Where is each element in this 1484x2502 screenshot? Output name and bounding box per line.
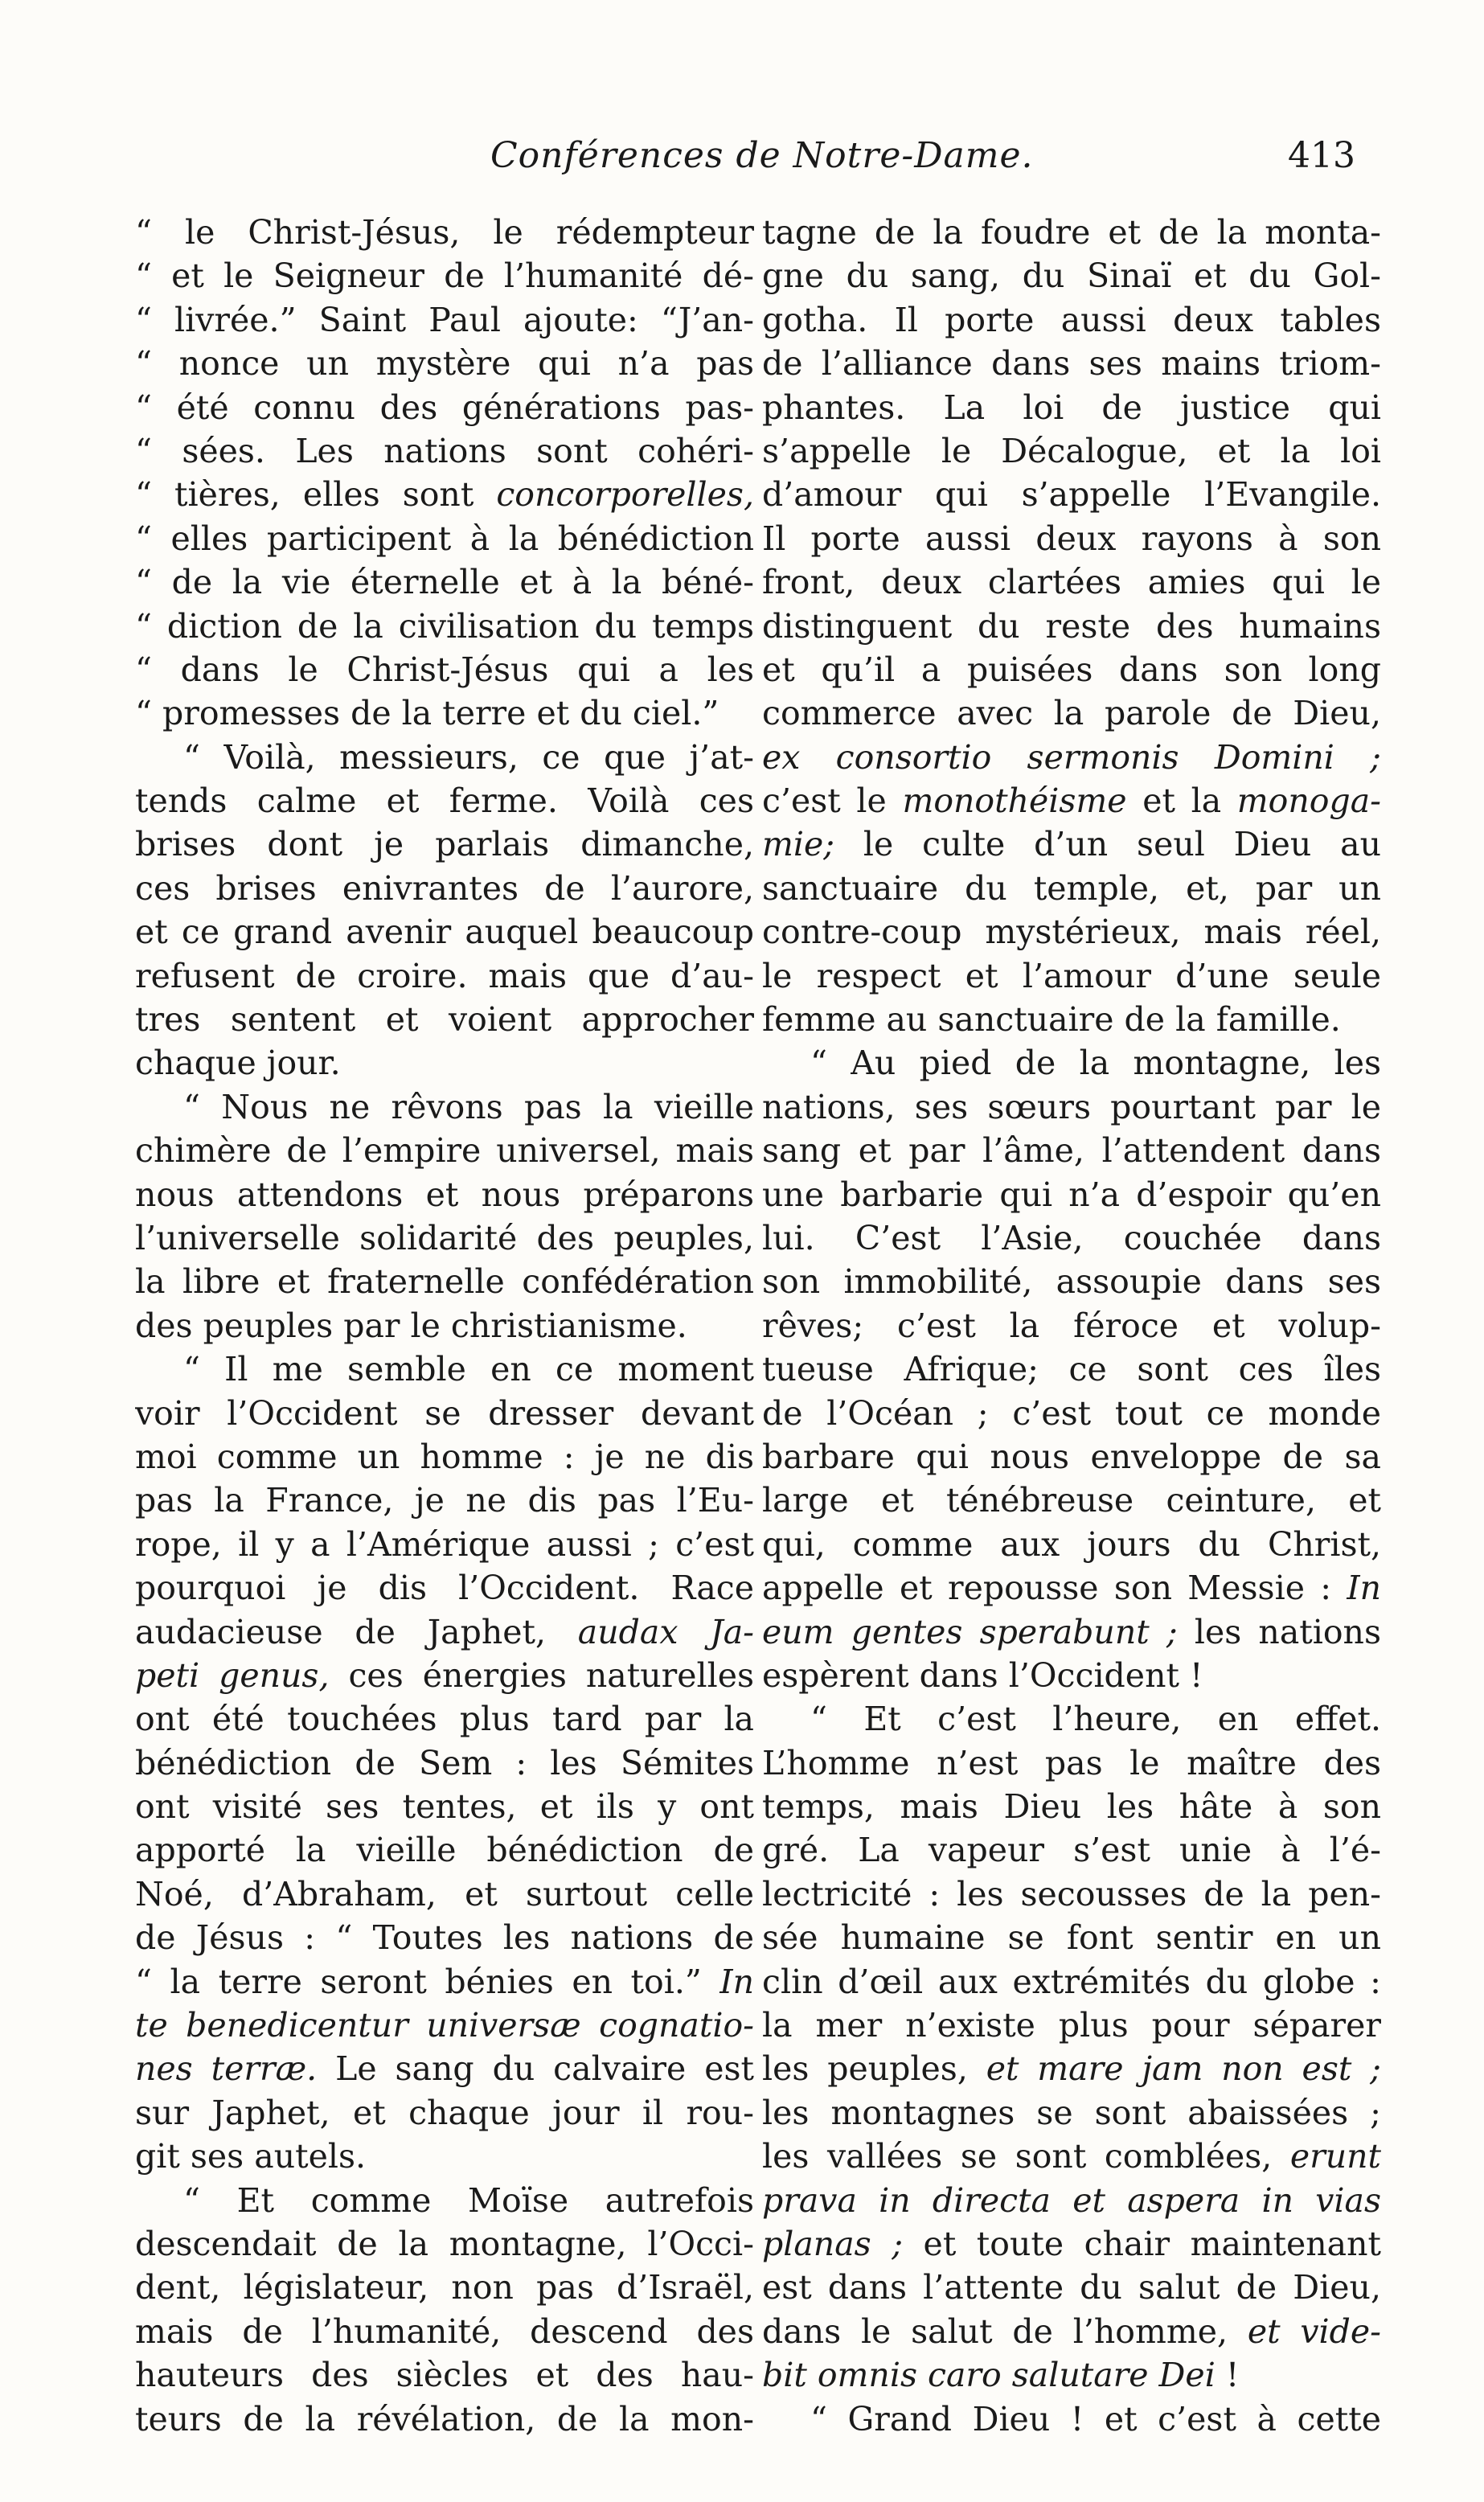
italic-latin-text: bit omnis caro salutare Dei — [762, 2356, 1215, 2395]
text-line — [135, 211, 754, 254]
line-text: l’universelle solidarité des peuples, — [135, 1218, 754, 1257]
text-line — [135, 2266, 754, 2309]
line-text: “ le Christ-Jésus, le rédempteur — [135, 213, 754, 252]
text-line — [762, 1741, 1381, 1785]
line-text: qui, comme aux jours du Christ, — [762, 1524, 1381, 1564]
text-line — [762, 1785, 1381, 1828]
line-text: tueuse Afrique; ce sont ces îles — [762, 1350, 1381, 1389]
text-line — [135, 386, 754, 429]
text-line — [762, 822, 1381, 866]
line-text: “ Nous ne rêvons pas la vieille — [183, 1087, 754, 1126]
italic-latin-text: et vide- — [1247, 2311, 1381, 2351]
text-line — [762, 2047, 1381, 2090]
line-text: phantes. La loi de justice qui — [762, 388, 1381, 427]
line-text: la libre et fraternelle confédération — [135, 1262, 754, 1302]
line-text: de Jésus : “ Toutes les nations de — [135, 1918, 754, 1958]
italic-latin-text: audax Ja- — [577, 1612, 754, 1651]
text-line — [762, 691, 1381, 735]
text-line — [762, 1435, 1381, 1479]
line-text: brises dont je parlais dimanche, — [135, 825, 754, 864]
text-line — [135, 2179, 754, 2222]
text-line — [762, 386, 1381, 429]
text-line — [135, 1610, 754, 1654]
line-text: d’amour qui s’appelle l’Evangile. — [762, 475, 1381, 515]
text-line — [135, 736, 754, 779]
line-text: sang et par l’âme, l’attendent dans — [762, 1131, 1381, 1171]
line-text: barbare qui nous enveloppe de sa — [762, 1437, 1381, 1476]
text-line — [135, 867, 754, 910]
text-line — [135, 1785, 754, 1828]
text-line — [762, 1392, 1381, 1435]
italic-latin-text: eum gentes sperabunt ; — [762, 1612, 1178, 1651]
text-line — [135, 648, 754, 691]
running-title: Conférences de Notre-Dame. — [490, 135, 1034, 176]
line-text: “ Au pied de la montagne, les — [810, 1044, 1381, 1083]
text-line — [762, 2266, 1381, 2309]
line-text: “ de la vie éternelle et à la béné- — [135, 563, 754, 602]
text-line — [762, 1129, 1381, 1172]
text-line — [135, 1960, 754, 2004]
text-line — [135, 1916, 754, 1959]
text-line — [762, 736, 1381, 779]
text-line — [135, 2222, 754, 2266]
line-text: contre-coup mystérieux, mais réel, — [762, 913, 1381, 952]
line-text: ! — [1215, 2356, 1240, 2395]
text-line — [762, 2179, 1381, 2222]
line-text: espèrent dans l’Occident ! — [762, 1655, 1203, 1695]
line-text: le respect et l’amour d’une seule — [762, 956, 1381, 995]
italic-latin-text: ex consortio sermonis Domini ; — [762, 737, 1381, 777]
text-line — [135, 1216, 754, 1260]
text-line — [762, 2310, 1381, 2353]
text-line — [135, 1435, 754, 1479]
line-text: git ses autels. — [135, 2137, 367, 2176]
text-line — [135, 254, 754, 297]
italic-latin-text: In — [719, 1962, 754, 2001]
text-line — [762, 910, 1381, 954]
text-line — [762, 1828, 1381, 1872]
italic-latin-text: prava in directa et aspera in vias — [762, 2180, 1381, 2220]
line-text: refusent de croire. mais que d’au- — [135, 956, 754, 995]
line-text: de l’Océan ; c’est tout ce monde — [762, 1393, 1381, 1433]
line-text: mais de l’humanité, descend des — [135, 2311, 754, 2351]
text-line — [762, 298, 1381, 342]
text-line — [135, 2091, 754, 2135]
line-text: une barbarie qui n’a d’espoir qu’en — [762, 1175, 1381, 1214]
italic-latin-text: nes terræ. — [135, 2049, 318, 2089]
line-text: “ nonce un mystère qui n’a pas — [135, 344, 754, 384]
line-text: “ été connu des générations pas- — [135, 388, 754, 427]
line-text: est dans l’attente du salut de Dieu, — [762, 2268, 1381, 2307]
line-text: les peuples, — [762, 2049, 986, 2089]
line-text: “ Il me semble en ce moment — [183, 1350, 754, 1389]
text-line — [762, 2353, 1381, 2397]
text-line — [135, 779, 754, 822]
text-line — [762, 342, 1381, 385]
text-line — [762, 517, 1381, 560]
line-text: tends calme et ferme. Voilà ces — [135, 781, 754, 821]
left-text-column — [135, 211, 754, 2441]
line-text: de l’alliance dans ses mains triom- — [762, 344, 1381, 384]
text-line — [135, 1741, 754, 1785]
text-line — [762, 1085, 1381, 1129]
line-text: son immobilité, assoupie dans ses — [762, 1262, 1381, 1302]
text-line — [762, 1260, 1381, 1303]
line-text: Noé, d’Abraham, et surtout celle — [135, 1874, 754, 1913]
line-text: “ dans le Christ-Jésus qui a les — [135, 650, 754, 689]
text-line — [135, 1304, 754, 1347]
line-text: lui. C’est l’Asie, couchée dans — [762, 1218, 1381, 1257]
text-line — [135, 1260, 754, 1303]
line-text: L’homme n’est pas le maître des — [762, 1743, 1381, 1782]
text-line — [135, 2135, 754, 2178]
text-line — [135, 1654, 754, 1697]
line-text: gotha. Il porte aussi deux tables — [762, 300, 1381, 339]
text-line — [135, 691, 754, 735]
line-text: “ Et c’est l’heure, en effet. — [810, 1700, 1381, 1739]
text-line — [135, 517, 754, 560]
line-text: “ elles participent à la bénédiction — [135, 519, 754, 558]
text-line — [762, 1872, 1381, 1916]
text-line — [135, 2397, 754, 2441]
text-line — [762, 254, 1381, 297]
line-text: “ diction de la civilisation du temps — [135, 606, 754, 646]
text-line — [135, 2047, 754, 2090]
italic-latin-text: mie; — [762, 825, 835, 864]
text-line — [135, 1872, 754, 1916]
text-line — [762, 560, 1381, 604]
line-text: audacieuse de Japhet, — [135, 1612, 578, 1651]
text-line — [762, 1216, 1381, 1260]
line-text: bénédiction de Sem : les Sémites — [135, 1743, 754, 1782]
line-text: appelle et repousse son Messie : — [762, 1569, 1347, 1608]
line-text: moi comme un homme : je ne dis — [135, 1437, 754, 1476]
line-text: c’est le — [762, 781, 903, 821]
italic-latin-text: erunt — [1289, 2137, 1381, 2176]
text-line — [135, 1479, 754, 1522]
line-text: “ livrée.” Saint Paul ajoute: “J’an- — [135, 300, 754, 339]
text-line — [135, 298, 754, 342]
line-text: Le sang du calvaire est — [317, 2049, 754, 2089]
line-text: Il porte aussi deux rayons à son — [762, 519, 1381, 558]
line-text: s’appelle le Décalogue, et la loi — [762, 431, 1381, 470]
text-line — [762, 2222, 1381, 2266]
line-text: la mer n’existe plus pour séparer — [762, 2006, 1381, 2045]
italic-latin-text: peti genus, — [135, 1655, 330, 1695]
text-line — [135, 1347, 754, 1391]
text-line — [135, 1697, 754, 1741]
line-text: tres sentent et voient approcher — [135, 1000, 754, 1040]
text-line — [762, 2004, 1381, 2047]
line-text: “ Et comme Moïse autrefois — [183, 2180, 754, 2220]
text-line — [135, 342, 754, 385]
text-line — [135, 910, 754, 954]
text-line — [135, 998, 754, 1041]
line-text: chaque jour. — [135, 1044, 341, 1083]
line-text: gré. La vapeur s’est unie à l’é- — [762, 1831, 1381, 1870]
italic-latin-text: te benedicentur universæ cognatio- — [135, 2006, 754, 2045]
line-text: les montagnes se sont abaissées ; — [762, 2093, 1381, 2132]
text-line — [135, 1129, 754, 1172]
line-text: front, deux clartées amies qui le — [762, 563, 1381, 602]
text-line — [135, 1173, 754, 1216]
text-line — [135, 1392, 754, 1435]
italic-latin-text: concorporelles, — [496, 475, 754, 515]
line-text: nations, ses sœurs pourtant par le — [762, 1087, 1381, 1126]
line-text: dent, législateur, non pas d’Israël, — [135, 2268, 754, 2307]
line-text: “ Grand Dieu ! et c’est à cette — [810, 2399, 1381, 2438]
line-text: et qu’il a puisées dans son long — [762, 650, 1381, 689]
line-text: femme au sanctuaire de la famille. — [762, 1000, 1341, 1040]
line-text: et toute chair maintenant — [903, 2224, 1381, 2263]
line-text: tagne de la foudre et de la monta- — [762, 213, 1381, 252]
text-line — [762, 1041, 1381, 1085]
text-line — [135, 954, 754, 998]
text-line — [762, 1523, 1381, 1566]
line-text: sanctuaire du temple, et, par un — [762, 868, 1381, 908]
text-line — [762, 605, 1381, 648]
line-text: large et ténébreuse ceinture, et — [762, 1481, 1381, 1520]
text-line — [135, 822, 754, 866]
italic-latin-text: planas ; — [762, 2224, 904, 2263]
text-line — [762, 2397, 1381, 2441]
line-text: ont été touchées plus tard par la — [135, 1700, 754, 1739]
line-text: les vallées se sont comblées, — [762, 2137, 1290, 2176]
text-line — [762, 779, 1381, 822]
text-line — [135, 1566, 754, 1610]
text-line — [762, 1173, 1381, 1216]
line-text: sur Japhet, et chaque jour il rou- — [135, 2093, 754, 2132]
line-text: distinguent du reste des humains — [762, 606, 1381, 646]
page-number: 413 — [1288, 135, 1355, 176]
italic-latin-text: et mare jam non est ; — [986, 2049, 1381, 2089]
italic-latin-text: monothéisme — [902, 781, 1127, 821]
line-text: clin d’œil aux extrémités du globe : — [762, 1962, 1381, 2001]
text-line — [762, 429, 1381, 473]
italic-latin-text: monoga- — [1236, 781, 1381, 821]
line-text: temps, mais Dieu les hâte à son — [762, 1787, 1381, 1827]
line-text: “ promesses de la terre et du ciel.” — [135, 694, 719, 733]
line-text: descendait de la montagne, l’Occi- — [135, 2224, 754, 2263]
line-text: et la — [1126, 781, 1237, 821]
line-text: lectricité : les secousses de la pen- — [762, 1874, 1381, 1913]
line-text: ont visité ses tentes, et ils y ont — [135, 1787, 754, 1827]
line-text: pourquoi je dis l’Occident. Race — [135, 1569, 754, 1608]
line-text: teurs de la révélation, de la mon- — [135, 2399, 754, 2438]
line-text: pas la France, je ne dis pas l’Eu- — [135, 1481, 754, 1520]
line-text: nous attendons et nous préparons — [135, 1175, 754, 1214]
text-line — [762, 2091, 1381, 2135]
text-line — [762, 211, 1381, 254]
text-line — [135, 429, 754, 473]
text-line — [762, 1916, 1381, 1959]
line-text: hauteurs des siècles et des hau- — [135, 2356, 754, 2395]
text-line — [135, 2353, 754, 2397]
text-line — [762, 1347, 1381, 1391]
text-line — [762, 1479, 1381, 1522]
text-line — [135, 473, 754, 516]
line-text: “ tières, elles sont — [135, 475, 497, 515]
text-line — [762, 648, 1381, 691]
line-text: “ sées. Les nations sont cohéri- — [135, 431, 754, 470]
line-text: ces brises enivrantes de l’aurore, — [135, 868, 754, 908]
line-text: ces énergies naturelles — [329, 1655, 754, 1695]
text-line — [762, 473, 1381, 516]
line-text: sée humaine se font sentir en un — [762, 1918, 1381, 1958]
text-line — [762, 1654, 1381, 1697]
line-text: voir l’Occident se dresser devant — [135, 1393, 754, 1433]
text-line — [762, 1697, 1381, 1741]
line-text: “ et le Seigneur de l’humanité dé- — [135, 256, 754, 296]
line-text: “ la terre seront bénies en toi.” — [135, 1962, 720, 2001]
line-text: gne du sang, du Sinaï et du Gol- — [762, 256, 1381, 296]
text-line — [762, 1304, 1381, 1347]
text-line — [762, 1960, 1381, 2004]
line-text: les nations — [1177, 1612, 1381, 1651]
right-text-column — [762, 211, 1381, 2441]
text-line — [135, 1523, 754, 1566]
line-text: et ce grand avenir auquel beaucoup — [135, 913, 754, 952]
line-text: apporté la vieille bénédiction de — [135, 1831, 754, 1870]
line-text: commerce avec la parole de Dieu, — [762, 694, 1381, 733]
text-line — [135, 2310, 754, 2353]
line-text: le culte d’un seul Dieu au — [834, 825, 1381, 864]
italic-latin-text: In — [1347, 1569, 1381, 1608]
text-line — [762, 998, 1381, 1041]
text-line — [135, 560, 754, 604]
text-line — [762, 954, 1381, 998]
line-text: “ Voilà, messieurs, ce que j’at- — [183, 737, 754, 777]
line-text: rope, il y a l’Amérique aussi ; c’est — [135, 1524, 754, 1564]
text-line — [135, 605, 754, 648]
text-line — [762, 1610, 1381, 1654]
text-line — [762, 1566, 1381, 1610]
text-line — [135, 1085, 754, 1129]
line-text: rêves; c’est la féroce et volup- — [762, 1306, 1381, 1345]
text-line — [762, 867, 1381, 910]
page-header — [129, 135, 1371, 191]
line-text: chimère de l’empire universel, mais — [135, 1131, 754, 1171]
text-line — [135, 1041, 754, 1085]
line-text: des peuples par le christianisme. — [135, 1306, 687, 1345]
text-line — [762, 2135, 1381, 2178]
text-line — [135, 1828, 754, 1872]
text-line — [135, 2004, 754, 2047]
line-text: dans le salut de l’homme, — [762, 2311, 1248, 2351]
